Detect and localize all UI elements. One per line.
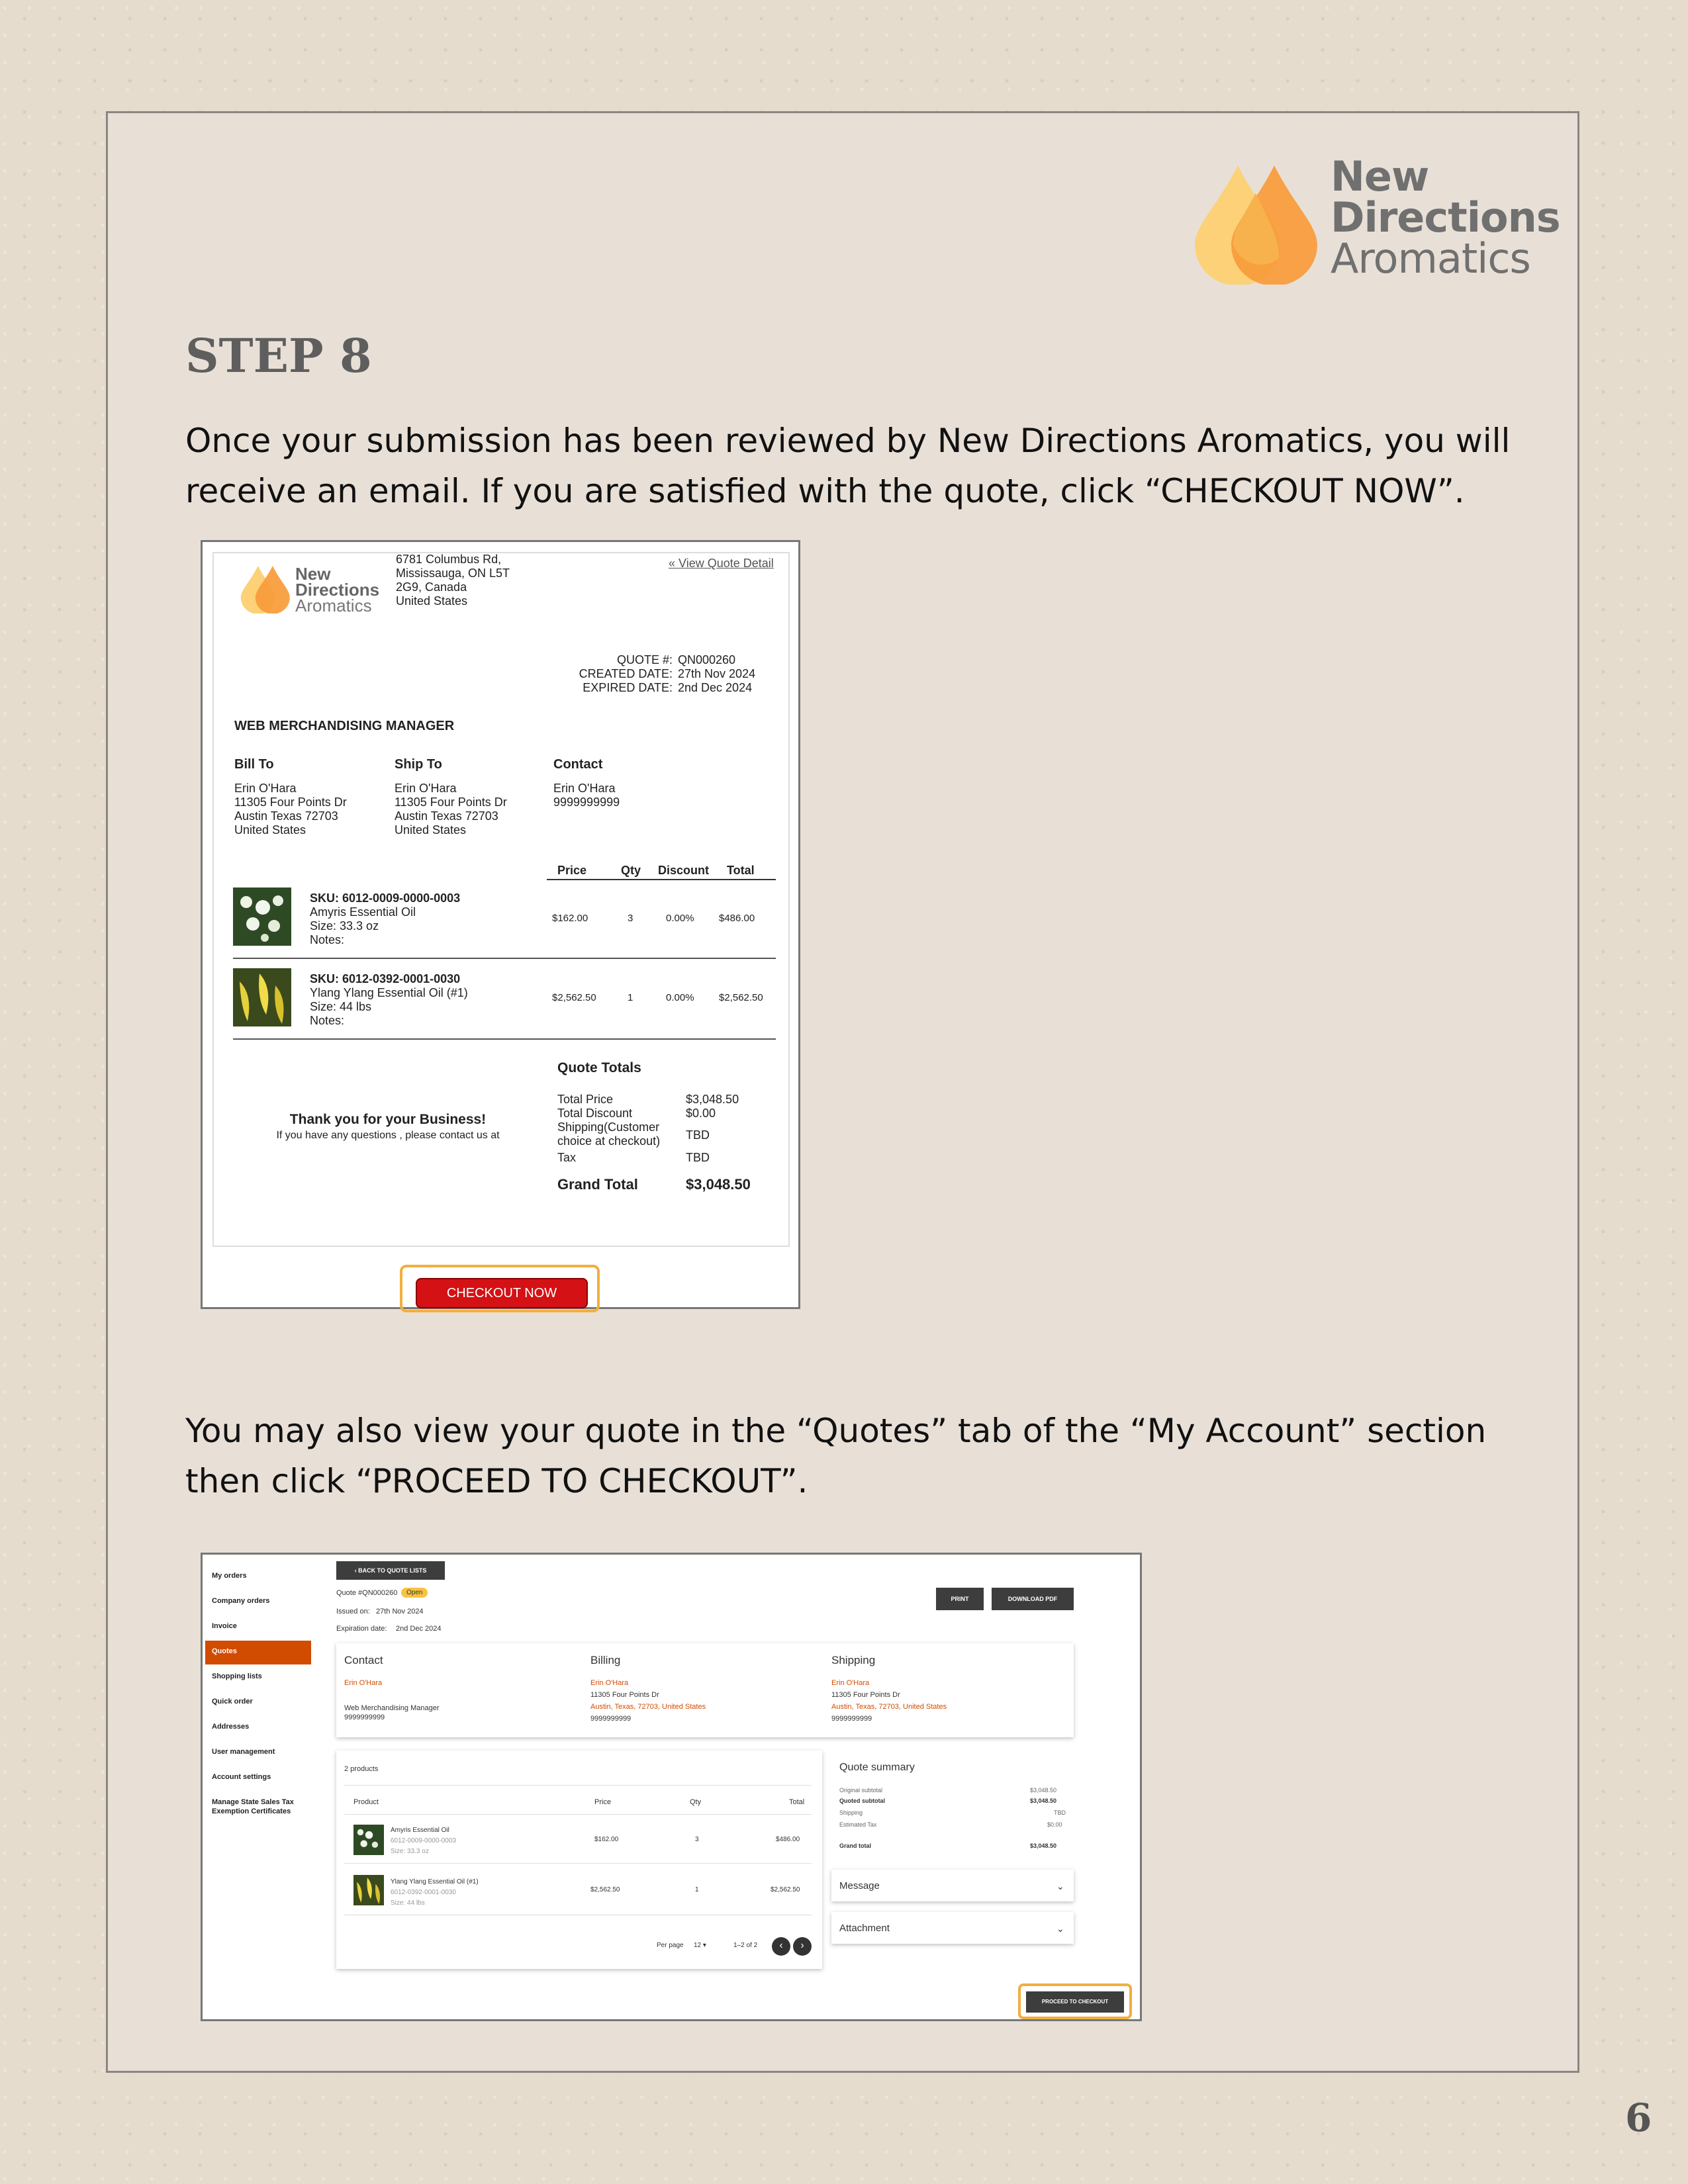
acct-item-1-qty: 3 [695,1836,699,1843]
acct-item-1-sku: 6012-0009-0000-0003 [391,1837,456,1844]
message-label[interactable]: Message [839,1880,880,1891]
item-2-size: Size: 44 lbs [310,1000,372,1013]
next-page-icon[interactable]: › [793,1937,812,1956]
attachment-label[interactable]: Attachment [839,1923,890,1934]
contact-title: Contact [344,1654,383,1666]
item-1-discount: 0.00% [666,913,694,924]
shipping-line-1: Erin O'Hara [831,1679,870,1687]
per-page-label: Per page [657,1942,684,1949]
total-price-value: $3,048.50 [686,1093,739,1106]
store-address-1: 6781 Columbus Rd, [396,553,502,566]
contact-line-3: 9999999999 [344,1713,385,1721]
sidebar-item-user-management[interactable]: User management [212,1748,275,1756]
item-2-notes: Notes: [310,1014,345,1027]
shipping-line-4: 9999999999 [831,1715,872,1723]
summary-original-value: $3,048.50 [1030,1787,1057,1794]
item-1-size: Size: 33.3 oz [310,919,379,933]
item-1-name: Amyris Essential Oil [310,905,416,919]
acct-item-2-name: Ylang Ylang Essential Oil (#1) [391,1878,479,1886]
quote-totals-title: Quote Totals [557,1060,641,1075]
store-address-3: 2G9, Canada [396,580,467,594]
acct-item-1-total: $486.00 [776,1836,800,1843]
ship-to-line-1: Erin O'Hara [395,782,457,795]
sidebar-item-addresses[interactable]: Addresses [212,1723,250,1731]
acct-item-2-total: $2,562.50 [771,1886,800,1893]
pagination-range: 1–2 of 2 [733,1942,758,1949]
sidebar-item-company-orders[interactable]: Company orders [212,1597,270,1605]
item-1-sku: SKU: 6012-0009-0000-0003 [310,891,461,905]
summary-tax-value: $0.00 [1047,1821,1062,1828]
ship-to-line-2: 11305 Four Points Dr [395,796,507,809]
proceed-to-checkout-button[interactable]: PROCEED TO CHECKOUT [1026,1991,1124,2013]
attachment-chevron-down-icon[interactable]: ⌄ [1056,1923,1064,1934]
checkout-now-button[interactable]: CHECKOUT NOW [416,1278,588,1308]
created-date-label: CREATED DATE: [579,667,673,680]
ship-to-line-3: Austin Texas 72703 [395,809,498,823]
expired-date: 2nd Dec 2024 [678,681,753,694]
email-logo-line-2: Directions [295,580,380,600]
bill-to-line-1: Erin O'Hara [234,782,297,795]
item-2-discount: 0.00% [666,992,694,1003]
summary-original-label: Original subtotal [839,1787,883,1794]
brand-logo [1192,152,1560,289]
email-logo-line-1: New [295,564,331,584]
message-chevron-down-icon[interactable]: ⌄ [1056,1881,1064,1891]
acct-item-2-size: Size: 44 lbs [391,1899,425,1907]
contact-title: Contact [553,757,603,772]
summary-quoted-value: $3,048.50 [1030,1797,1057,1804]
header-rule [547,879,776,880]
col-product: Product [353,1798,379,1806]
store-address-4: United States [396,594,468,608]
acct-item-2-price: $2,562.50 [590,1886,620,1893]
item-2-qty: 1 [628,992,633,1003]
amyris-thumb [353,1825,384,1855]
total-discount-label: Total Discount [557,1107,633,1120]
tax-value: TBD [686,1151,710,1164]
sidebar-item-account-settings[interactable]: Account settings [212,1773,271,1781]
col-discount: Discount [658,864,710,877]
view-quote-detail-link[interactable]: « View Quote Detail [669,557,774,570]
shipping-value: TBD [686,1128,710,1142]
download-pdf-button[interactable]: DOWNLOAD PDF [992,1588,1074,1610]
quote-number-label: QUOTE #: [616,653,673,666]
sidebar-item-tax-exemption-2[interactable]: Exemption Certificates [212,1807,291,1815]
bill-to-line-2: 11305 Four Points Dr [234,796,347,809]
instruction-paragraph-2: You may also view your quote in the “Quotes” tab of the “My Account” section then click “PROCEED TO CHECKOUT”. [185,1412,1487,1500]
thank-you-text: Thank you for your Business! [289,1112,487,1127]
sidebar-item-my-orders[interactable]: My orders [212,1572,247,1580]
item-2-total: $2,562.50 [719,992,763,1003]
created-date: 27th Nov 2024 [678,667,756,680]
proceed-highlight [1018,1983,1132,2019]
contact-line-2: 9999999999 [553,796,620,809]
summary-grand-value: $3,048.50 [1030,1843,1057,1849]
summary-tax-label: Estimated Tax [839,1821,877,1828]
expired-date-label: EXPIRED DATE: [583,681,673,694]
logo-line-2: Directions [1331,193,1560,242]
billing-line-3: Austin, Texas, 72703, United States [590,1703,706,1711]
item-1-total: $486.00 [719,913,755,924]
store-address-2: Mississauga, ON L5T [396,567,510,580]
products-rule-3 [344,1863,812,1864]
amyris-product-image [233,887,291,946]
droplets-icon [1192,159,1321,285]
acct-item-2-qty: 1 [695,1886,699,1893]
bill-to-title: Bill To [234,757,274,772]
col-qty: Qty [621,864,641,877]
products-rule-2 [344,1814,812,1815]
checkout-highlight [400,1265,600,1312]
billing-line-4: 9999999999 [590,1715,632,1723]
contact-line-1: Erin O'Hara [553,782,616,795]
issued-label: Issued on: [336,1608,370,1615]
email-droplets-icon [239,563,292,614]
summary-quoted-label: Quoted subtotal [839,1797,885,1804]
products-rule-1 [344,1785,812,1786]
col-total: Total [727,864,755,877]
ship-to-title: Ship To [395,757,442,772]
summary-shipping-label: Shipping [839,1809,863,1816]
tax-label: Tax [557,1151,577,1164]
total-discount-value: $0.00 [686,1107,716,1120]
summary-grand-label: Grand total [839,1843,872,1849]
item-1-price: $162.00 [552,913,588,924]
col-total: Total [789,1798,805,1806]
item-1-qty: 3 [628,913,633,924]
step-title: STEP 8 [185,328,372,383]
email-logo-line-3: Aromatics [295,596,372,615]
item-1-notes: Notes: [310,933,345,946]
item-2-price: $2,562.50 [552,992,596,1003]
acct-item-1-size: Size: 33.3 oz [391,1848,429,1855]
quote-summary-title: Quote summary [839,1762,915,1773]
sidebar-item-invoice[interactable]: Invoice [212,1622,237,1630]
products-count: 2 products [344,1765,379,1773]
per-page-select[interactable]: 12 ▾ [694,1942,706,1949]
quote-number: QN000260 [678,653,736,666]
shipping-line-3: Austin, Texas, 72703, United States [831,1703,947,1711]
col-price: Price [557,864,587,877]
email-screenshot [201,540,800,1309]
summary-shipping-value: TBD [1054,1809,1066,1816]
logo-line-1: New [1331,152,1429,201]
billing-line-2: 11305 Four Points Dr [590,1691,659,1699]
billing-title: Billing [590,1654,621,1666]
acct-item-1-name: Amyris Essential Oil [391,1827,449,1834]
sidebar-item-quick-order[interactable]: Quick order [212,1698,253,1706]
ship-to-line-4: United States [395,823,467,837]
quote-number: Quote #QN000260 [336,1589,398,1597]
issued-date: 27th Nov 2024 [376,1608,424,1615]
col-price: Price [594,1798,612,1806]
total-price-label: Total Price [557,1093,614,1106]
contact-line-2: Web Merchandising Manager [344,1704,440,1712]
item-1-rule [233,958,776,959]
acct-item-1-price: $162.00 [594,1836,619,1843]
shipping-label-2: choice at checkout) [557,1134,661,1148]
acct-item-2-sku: 6012-0392-0001-0030 [391,1889,456,1896]
products-card [336,1751,822,1969]
page-number: 6 [1625,2095,1652,2140]
role-heading: WEB MERCHANDISING MANAGER [234,719,455,733]
account-screenshot [201,1553,1142,2021]
shipping-label: Shipping(Customer [557,1120,660,1134]
grand-total-value: $3,048.50 [686,1176,751,1193]
logo-line-3: Aromatics [1331,234,1530,283]
bill-to-line-3: Austin Texas 72703 [234,809,338,823]
grand-total-label: Grand Total [557,1176,638,1193]
bill-to-line-4: United States [234,823,306,837]
instruction-paragraph-1: Once your submission has been reviewed by New Directions Aromatics, you will receive an email. If you are satisfied with the quote, click “CHECKOUT NOW”. [185,422,1511,510]
billing-line-1: Erin O'Hara [590,1679,629,1687]
back-to-quote-lists-button[interactable]: ‹ BACK TO QUOTE LISTS [336,1561,445,1580]
contact-line-1: Erin O'Hara [344,1679,383,1687]
ylang-thumb [353,1875,384,1905]
col-qty: Qty [690,1798,702,1806]
item-2-sku: SKU: 6012-0392-0001-0030 [310,972,461,985]
shipping-title: Shipping [831,1654,876,1666]
prev-page-icon[interactable]: ‹ [772,1937,790,1956]
questions-text: If you have any questions , please contact us at [276,1130,500,1141]
ylang-ylang-product-image [233,968,291,1026]
status-badge: Open [401,1588,428,1598]
sidebar-item-tax-exemption[interactable]: Manage State Sales Tax [212,1798,294,1806]
address-card [336,1643,1074,1737]
item-2-rule [233,1038,776,1040]
sidebar-item-shopping-lists[interactable]: Shopping lists [212,1672,262,1680]
sidebar-item-quotes[interactable]: Quotes [212,1647,237,1655]
expiration-label: Expiration date: [336,1625,387,1633]
item-2-name: Ylang Ylang Essential Oil (#1) [310,986,468,999]
shipping-line-2: 11305 Four Points Dr [831,1691,900,1699]
expiration-date: 2nd Dec 2024 [396,1625,442,1633]
print-button[interactable]: PRINT [936,1588,984,1610]
